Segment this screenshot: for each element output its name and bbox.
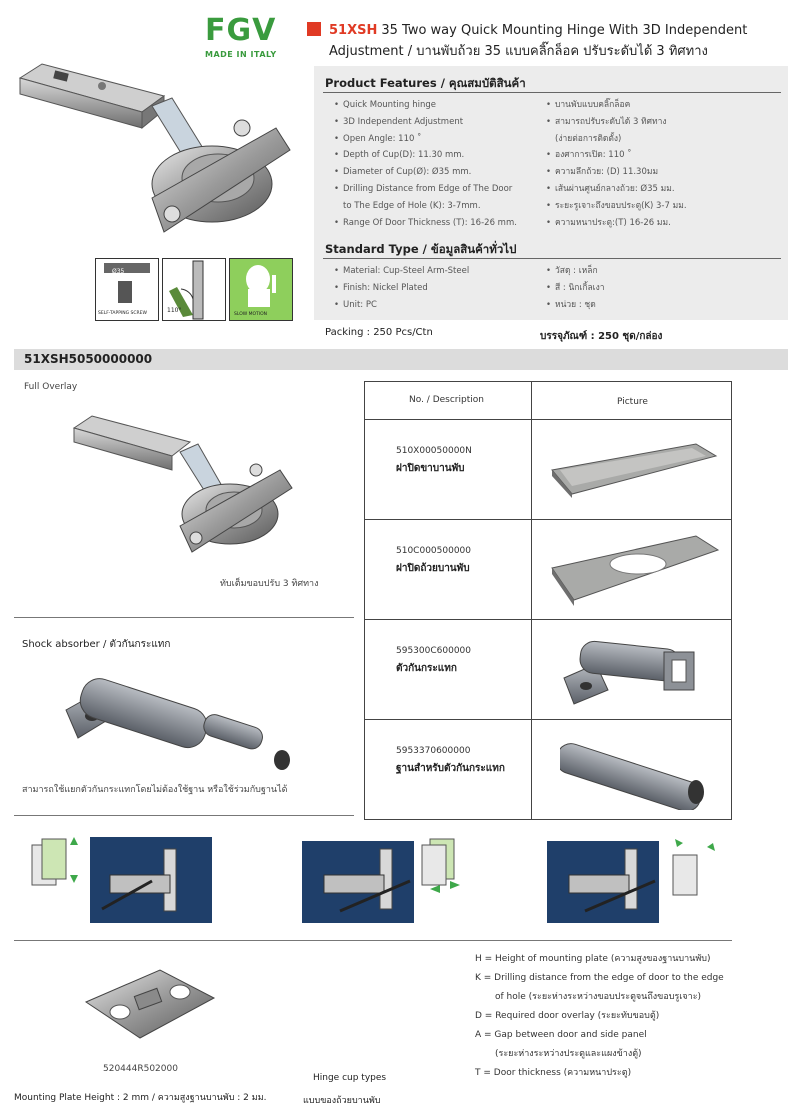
feature-th-item: • บานพับแบบคลิ๊กล็อค	[546, 100, 631, 110]
table-row-border	[364, 719, 732, 720]
adjust-side-illustration	[545, 835, 725, 925]
dimension-legend	[475, 950, 790, 1083]
table-header-picture: Picture	[617, 397, 648, 407]
part-code: 510X00050000N	[396, 446, 472, 456]
divider-1	[14, 617, 354, 618]
divider-3	[14, 940, 732, 941]
hinge-main-image	[14, 58, 294, 243]
standard-th-item: • วัสดุ : เหล็ก	[546, 266, 598, 276]
standard-en-item: • Unit: PC	[334, 299, 377, 310]
packing-en: Packing : 250 Pcs/Ctn	[325, 327, 433, 338]
features-rule	[323, 92, 781, 93]
table-row	[396, 542, 471, 578]
arm-cover-image	[546, 440, 722, 500]
shock-absorber-part-image	[560, 630, 710, 710]
features-th-list	[546, 97, 782, 231]
standard-en-item: • Finish: Nickel Plated	[334, 282, 428, 293]
legend-item: (ระยะห่างระหว่างประตูและแผงข้างตู้)	[495, 1049, 642, 1059]
standard-th-list	[546, 263, 782, 313]
title-line-2: Adjustment / บานพับถ้วย 35 แบบคลิ๊กล็อค ปรับระดับได้ 3 ทิศทาง	[329, 44, 708, 59]
table-header-border	[364, 419, 732, 420]
slow-motion-icon	[229, 258, 293, 321]
feature-en-item: to The Edge of Hole (K): 3-7mm.	[343, 200, 481, 211]
plate-code: 520444R502000	[103, 1064, 178, 1074]
table-row	[396, 642, 471, 678]
part-code: 5953370600000	[396, 746, 471, 756]
slow-motion-label: SLOW MOTION	[234, 312, 268, 317]
table-header-description: No. / Description	[409, 395, 484, 405]
hinge-overlay-image	[70, 412, 300, 562]
adjust-depth-illustration	[300, 835, 480, 925]
fgv-logo	[205, 13, 287, 59]
standard-th-item: • สี : นิกเกิ้ลเงา	[546, 282, 605, 293]
feature-en-item: • Drilling Distance from Edge of The Door	[334, 183, 513, 194]
standard-en-item: • Material: Cup-Steel Arm-Steel	[334, 266, 470, 276]
adjust-height-illustration	[14, 835, 214, 925]
mounting-plate-image	[80, 962, 220, 1052]
diameter-label: Ø35	[112, 268, 125, 275]
product-code: 51XSH	[329, 23, 378, 38]
features-en-list	[334, 97, 544, 231]
feature-en-item: • 3D Independent Adjustment	[334, 116, 464, 127]
title-line-1: 35 Two way Quick Mounting Hinge With 3D Independent	[381, 23, 748, 38]
cup-types-en: Hinge cup types	[313, 1073, 387, 1083]
feature-th-item: • องศาการเปิด: 110 ˚	[546, 150, 632, 161]
model-bar	[14, 349, 788, 370]
part-desc: ตัวกันกระแทก	[396, 663, 457, 674]
table-row-border	[364, 519, 732, 520]
feature-th-item: • ระยะรูเจาะถึงขอบประตู(K) 3-7 มม.	[546, 200, 687, 211]
table-bottom-border	[364, 819, 732, 820]
standard-heading: Standard Type / ข้อมูลสินค้าทั่วไป	[325, 242, 517, 256]
feature-th-item: • ความลึกถ้วย: (D) 11.30มม	[546, 167, 659, 178]
part-desc: ฝาปิดขาบานพับ	[396, 463, 465, 474]
product-title	[329, 20, 789, 62]
legend-item: A = Gap between door and side panel	[475, 1030, 647, 1040]
title-marker-icon	[307, 22, 321, 36]
table-top-border	[364, 381, 732, 382]
opening-angle-icon	[162, 258, 226, 321]
plate-height: Mounting Plate Height : 2 mm / ความสูงฐานบานพับ : 2 มม.	[14, 1093, 267, 1103]
standard-th-item: • หน่วย : ชุด	[546, 299, 596, 310]
table-row-border	[364, 619, 732, 620]
features-heading: Product Features / คุณสมบัติสินค้า	[325, 76, 526, 90]
table-right-border	[731, 381, 732, 819]
shock-base-image	[560, 730, 710, 810]
full-overlay-label: Full Overlay	[24, 382, 78, 392]
standard-en-list	[334, 263, 544, 313]
angle-label: 110°	[167, 307, 182, 314]
table-left-border	[364, 381, 365, 819]
feature-en-item: • Range Of Door Thickness (T): 16-26 mm.	[334, 217, 517, 228]
model-code: 51XSH5050000000	[24, 352, 153, 366]
feature-en-item: • Depth of Cup(D): 11.30 mm.	[334, 150, 465, 161]
shock-absorber-image	[62, 660, 302, 780]
self-tapping-label: SELF-TAPPING SCREW	[98, 311, 147, 316]
full-overlay-caption: ทับเต็มขอบปรับ 3 ทิศทาง	[220, 579, 319, 589]
shock-caption: สามารถใช้แยกตัวกันกระแทกโดยไม่ต้องใช้ฐาน หรือใช้ร่วมกับฐานได้	[22, 785, 288, 795]
logo-tagline: MADE IN ITALY	[205, 50, 277, 59]
part-desc: ฐานสำหรับตัวกันกระแทก	[396, 763, 505, 774]
feature-en-item: • Quick Mounting hinge	[334, 100, 436, 110]
legend-item: D = Required door overlay (ระยะทับขอบตู้)	[475, 1011, 660, 1021]
part-code: 510C000500000	[396, 546, 471, 556]
feature-en-item: • Open Angle: 110 ˚	[334, 133, 422, 144]
feature-th-item: (ง่ายต่อการติดตั้ง)	[555, 133, 622, 144]
part-code: 595300C600000	[396, 646, 471, 656]
standard-rule	[323, 258, 781, 259]
table-row	[396, 442, 472, 478]
legend-item: H = Height of mounting plate (ความสูงของฐานบานพับ)	[475, 954, 711, 964]
shock-absorber-label: Shock absorber / ตัวกันกระแทก	[22, 639, 171, 650]
table-col-border	[531, 381, 532, 819]
feature-en-item: • Diameter of Cup(Ø): Ø35 mm.	[334, 167, 472, 178]
self-tapping-screw-icon	[95, 258, 159, 321]
divider-2	[14, 815, 354, 816]
part-desc: ฝาปิดถ้วยบานพับ	[396, 563, 470, 574]
feature-th-item: • เส้นผ่านศูนย์กลางถ้วย: Ø35 มม.	[546, 183, 675, 194]
cup-cover-image	[546, 530, 722, 610]
feature-th-item: • ความหนาประตู:(T) 16-26 มม.	[546, 217, 671, 228]
logo-text: FGV	[205, 13, 277, 48]
legend-item: T = Door thickness (ความหนาประตู)	[475, 1068, 632, 1078]
cup-types-th: แบบของถ้วยบานพับ	[303, 1096, 381, 1106]
legend-item: of hole (ระยะห่างระหว่างขอบประตูจนถึงขอบรูเจาะ)	[495, 992, 702, 1002]
table-row	[396, 742, 505, 778]
feature-th-item: • สามารถปรับระดับได้ 3 ทิศทาง	[546, 116, 667, 127]
legend-item: K = Drilling distance from the edge of door to the edge	[475, 973, 724, 983]
packing-th: บรรจุภัณฑ์ : 250 ชุด/กล่อง	[540, 331, 663, 342]
